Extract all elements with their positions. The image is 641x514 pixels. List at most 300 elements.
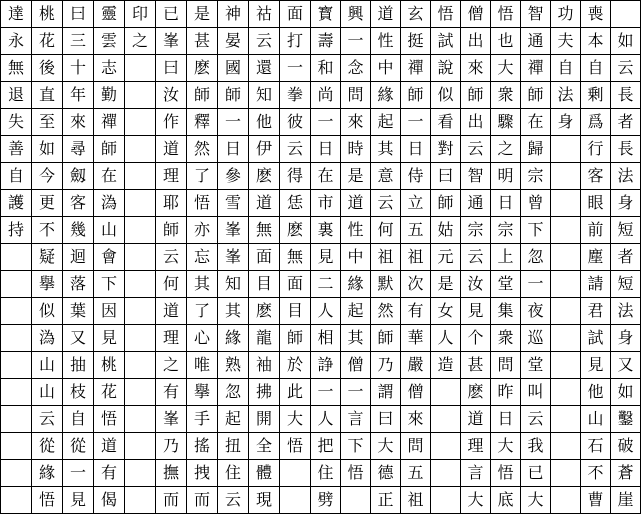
grid-cell: 目 xyxy=(280,298,311,325)
grid-cell: 禪 xyxy=(521,55,551,82)
grid-cell: 搖 xyxy=(187,433,218,460)
grid-cell xyxy=(431,487,461,514)
grid-cell: 三 xyxy=(63,28,94,55)
grid-row xyxy=(1,1,641,28)
grid-cell: 興 xyxy=(341,1,371,28)
grid-cell: 而 xyxy=(156,487,187,514)
grid-cell: 理 xyxy=(461,433,491,460)
grid-cell: 道 xyxy=(156,136,187,163)
grid-cell: 諍 xyxy=(311,352,341,379)
grid-cell: 華 xyxy=(401,325,431,352)
grid-cell: 現 xyxy=(249,487,280,514)
grid-cell: 我 xyxy=(521,433,551,460)
grid-cell: 宗 xyxy=(461,217,491,244)
grid-cell xyxy=(1,271,32,298)
grid-cell: 師 xyxy=(187,82,218,109)
grid-row xyxy=(1,244,641,271)
grid-cell: 法 xyxy=(611,298,641,325)
grid-cell: 下 xyxy=(521,217,551,244)
grid-cell: 緣 xyxy=(32,460,63,487)
grid-cell: 云 xyxy=(156,244,187,271)
grid-cell xyxy=(125,271,156,298)
grid-cell: 亦 xyxy=(187,217,218,244)
grid-cell: 釋 xyxy=(187,109,218,136)
grid-cell: 一 xyxy=(311,379,341,406)
grid-cell: 姑 xyxy=(431,217,461,244)
grid-cell: 師 xyxy=(218,82,249,109)
grid-cell: 云 xyxy=(461,136,491,163)
grid-row xyxy=(1,298,641,325)
grid-cell: 師 xyxy=(401,82,431,109)
grid-cell: 前 xyxy=(581,217,611,244)
grid-cell: 師 xyxy=(461,82,491,109)
grid-cell xyxy=(431,460,461,487)
grid-cell: 壽 xyxy=(311,28,341,55)
grid-cell: 袖 xyxy=(249,352,280,379)
grid-cell: 昨 xyxy=(491,379,521,406)
grid-cell: 試 xyxy=(431,28,461,55)
grid-cell: 於 xyxy=(280,352,311,379)
grid-cell: 大 xyxy=(461,487,491,514)
grid-cell: 道 xyxy=(249,190,280,217)
grid-cell: 堂 xyxy=(491,271,521,298)
grid-cell: 扭 xyxy=(218,433,249,460)
grid-cell xyxy=(431,433,461,460)
grid-cell: 智 xyxy=(461,163,491,190)
grid-cell: 更 xyxy=(32,190,63,217)
grid-cell: 今 xyxy=(32,163,63,190)
grid-cell: 大 xyxy=(371,433,401,460)
grid-cell: 時 xyxy=(341,136,371,163)
grid-cell xyxy=(551,487,581,514)
grid-cell: 人 xyxy=(311,298,341,325)
grid-cell: 一 xyxy=(341,379,371,406)
grid-cell: 參 xyxy=(218,163,249,190)
grid-cell xyxy=(551,244,581,271)
grid-cell: 善 xyxy=(1,136,32,163)
grid-cell: 在 xyxy=(521,109,551,136)
grid-cell: 知 xyxy=(249,82,280,109)
grid-cell: 日 xyxy=(491,190,521,217)
grid-cell: 意 xyxy=(371,163,401,190)
grid-cell: 他 xyxy=(249,109,280,136)
grid-cell: 汝 xyxy=(156,82,187,109)
grid-cell: 無 xyxy=(1,55,32,82)
grid-cell: 麽 xyxy=(249,163,280,190)
grid-cell: 云 xyxy=(218,487,249,514)
grid-cell: 來 xyxy=(63,109,94,136)
grid-cell: 寳 xyxy=(311,1,341,28)
grid-cell xyxy=(551,217,581,244)
grid-cell: 客 xyxy=(581,163,611,190)
grid-cell: 之 xyxy=(491,136,521,163)
grid-cell: 見 xyxy=(311,244,341,271)
grid-cell: 者 xyxy=(611,109,641,136)
grid-cell: 已 xyxy=(156,1,187,28)
grid-cell: 峯 xyxy=(156,28,187,55)
grid-cell: 其 xyxy=(187,271,218,298)
grid-cell: 峯 xyxy=(218,217,249,244)
grid-cell: 侍 xyxy=(401,163,431,190)
grid-cell xyxy=(431,379,461,406)
grid-cell: 大 xyxy=(491,433,521,460)
grid-cell: 悟 xyxy=(280,433,311,460)
grid-cell: 女 xyxy=(431,298,461,325)
grid-cell: 相 xyxy=(311,325,341,352)
grid-cell: 底 xyxy=(491,487,521,514)
grid-cell: 緣 xyxy=(341,271,371,298)
grid-cell xyxy=(551,325,581,352)
grid-cell: 年 xyxy=(63,82,94,109)
grid-cell: 見 xyxy=(461,298,491,325)
grid-cell: 出 xyxy=(461,28,491,55)
grid-cell: 君 xyxy=(581,298,611,325)
grid-cell: 拽 xyxy=(187,460,218,487)
grid-cell: 開 xyxy=(249,406,280,433)
grid-cell: 崖 xyxy=(611,487,641,514)
grid-cell: 無 xyxy=(280,244,311,271)
grid-cell: 葉 xyxy=(63,298,94,325)
grid-cell: 全 xyxy=(249,433,280,460)
grid-cell: 云 xyxy=(280,136,311,163)
grid-cell: 人 xyxy=(311,406,341,433)
grid-cell xyxy=(125,460,156,487)
grid-cell: 道 xyxy=(156,298,187,325)
grid-cell: 有 xyxy=(401,298,431,325)
grid-cell: 自 xyxy=(63,406,94,433)
grid-cell xyxy=(125,109,156,136)
grid-cell: 裏 xyxy=(311,217,341,244)
grid-cell: 曰 xyxy=(156,55,187,82)
grid-cell: 忘 xyxy=(187,244,218,271)
grid-cell: 通 xyxy=(461,190,491,217)
grid-cell: 曰 xyxy=(63,1,94,28)
grid-cell: 是 xyxy=(341,163,371,190)
grid-row xyxy=(1,82,641,109)
grid-row xyxy=(1,190,641,217)
grid-cell: 法 xyxy=(551,82,581,109)
grid-cell: 雲 xyxy=(94,28,125,55)
grid-cell xyxy=(125,379,156,406)
grid-cell xyxy=(280,460,311,487)
grid-cell: 劈 xyxy=(311,487,341,514)
grid-cell: 何 xyxy=(371,217,401,244)
grid-cell: 悟 xyxy=(431,1,461,28)
grid-cell: 護 xyxy=(1,190,32,217)
grid-cell: 彼 xyxy=(280,109,311,136)
grid-cell: 行 xyxy=(581,136,611,163)
grid-row xyxy=(1,460,641,487)
grid-cell: 之 xyxy=(125,28,156,55)
grid-cell: 唯 xyxy=(187,352,218,379)
grid-cell xyxy=(125,136,156,163)
grid-cell: 拳 xyxy=(280,82,311,109)
grid-cell xyxy=(551,136,581,163)
grid-cell: 他 xyxy=(581,379,611,406)
grid-cell: 說 xyxy=(431,55,461,82)
grid-cell: 祜 xyxy=(249,1,280,28)
grid-cell: 之 xyxy=(156,352,187,379)
grid-cell: 手 xyxy=(187,406,218,433)
grid-row xyxy=(1,325,641,352)
grid-cell: 乃 xyxy=(371,352,401,379)
grid-row xyxy=(1,217,641,244)
grid-cell: 嚴 xyxy=(401,352,431,379)
grid-cell: 對 xyxy=(431,136,461,163)
grid-row xyxy=(1,271,641,298)
grid-cell: 擧 xyxy=(32,271,63,298)
grid-cell xyxy=(551,298,581,325)
grid-cell xyxy=(551,406,581,433)
grid-cell: 堂 xyxy=(521,352,551,379)
grid-cell: 疑 xyxy=(32,244,63,271)
grid-cell xyxy=(341,487,371,514)
grid-cell xyxy=(1,460,32,487)
grid-cell: 石 xyxy=(581,433,611,460)
grid-cell: 祖 xyxy=(371,244,401,271)
grid-cell: 驟 xyxy=(491,109,521,136)
grid-cell xyxy=(1,379,32,406)
grid-cell: 立 xyxy=(401,190,431,217)
grid-cell: 如 xyxy=(611,28,641,55)
grid-cell: 溈 xyxy=(32,325,63,352)
grid-cell: 眼 xyxy=(581,190,611,217)
grid-cell: 目 xyxy=(249,271,280,298)
grid-cell: 會 xyxy=(94,244,125,271)
grid-cell: 大 xyxy=(521,487,551,514)
grid-cell: 面 xyxy=(280,1,311,28)
grid-cell: 五 xyxy=(401,217,431,244)
grid-cell: 日 xyxy=(311,136,341,163)
grid-cell: 打 xyxy=(280,28,311,55)
grid-cell: 不 xyxy=(32,217,63,244)
grid-cell: 造 xyxy=(431,352,461,379)
grid-cell: 迴 xyxy=(63,244,94,271)
grid-cell: 尚 xyxy=(311,82,341,109)
grid-cell: 在 xyxy=(94,163,125,190)
grid-cell xyxy=(125,298,156,325)
grid-cell: 來 xyxy=(461,55,491,82)
grid-cell: 理 xyxy=(156,163,187,190)
grid-cell: 師 xyxy=(521,82,551,109)
grid-cell: 禪 xyxy=(94,109,125,136)
grid-cell: 長 xyxy=(611,82,641,109)
grid-cell xyxy=(125,55,156,82)
grid-cell: 師 xyxy=(94,136,125,163)
grid-cell: 起 xyxy=(371,109,401,136)
grid-cell: 失 xyxy=(1,109,32,136)
grid-cell: 落 xyxy=(63,271,94,298)
grid-cell: 祖 xyxy=(401,487,431,514)
grid-cell: 山 xyxy=(94,217,125,244)
grid-row xyxy=(1,109,641,136)
grid-cell: 尋 xyxy=(63,136,94,163)
grid-cell: 曹 xyxy=(581,487,611,514)
grid-cell: 德 xyxy=(371,460,401,487)
grid-cell xyxy=(125,190,156,217)
grid-cell: 請 xyxy=(581,271,611,298)
grid-cell: 山 xyxy=(581,406,611,433)
grid-cell: 似 xyxy=(32,298,63,325)
grid-cell: 忽 xyxy=(521,244,551,271)
grid-cell: 晏 xyxy=(218,28,249,55)
grid-cell: 一 xyxy=(280,55,311,82)
grid-cell: 峯 xyxy=(156,406,187,433)
grid-cell: 僧 xyxy=(401,379,431,406)
grid-cell: 雪 xyxy=(218,190,249,217)
grid-cell: 何 xyxy=(156,271,187,298)
grid-cell: 不 xyxy=(581,460,611,487)
grid-cell: 市 xyxy=(311,190,341,217)
grid-cell: 云 xyxy=(249,28,280,55)
grid-cell: 了 xyxy=(187,298,218,325)
grid-cell xyxy=(1,352,32,379)
grid-cell: 宗 xyxy=(521,163,551,190)
grid-cell: 破 xyxy=(611,433,641,460)
grid-cell: 一 xyxy=(401,109,431,136)
grid-cell: 云 xyxy=(521,406,551,433)
grid-cell: 巡 xyxy=(521,325,551,352)
grid-cell: 大 xyxy=(280,406,311,433)
grid-cell: 作 xyxy=(156,109,187,136)
grid-cell: 曾 xyxy=(521,190,551,217)
grid-cell: 山 xyxy=(32,352,63,379)
grid-cell: 至 xyxy=(32,109,63,136)
grid-cell: 蒼 xyxy=(611,460,641,487)
grid-cell: 悟 xyxy=(187,190,218,217)
grid-cell: 日 xyxy=(218,136,249,163)
grid-cell: 其 xyxy=(341,325,371,352)
grid-cell xyxy=(125,244,156,271)
grid-cell: 智 xyxy=(521,1,551,28)
grid-cell xyxy=(1,244,32,271)
grid-cell: 一 xyxy=(311,109,341,136)
grid-cell: 客 xyxy=(63,190,94,217)
grid-cell: 面 xyxy=(280,271,311,298)
grid-cell: 云 xyxy=(32,406,63,433)
grid-cell: 靈 xyxy=(94,1,125,28)
grid-cell: 溈 xyxy=(94,190,125,217)
grid-cell: 面 xyxy=(249,244,280,271)
grid-cell: 其 xyxy=(218,298,249,325)
grid-cell: 叫 xyxy=(521,379,551,406)
grid-cell: 个 xyxy=(461,325,491,352)
grid-cell: 爲 xyxy=(581,109,611,136)
grid-cell: 住 xyxy=(311,460,341,487)
grid-cell xyxy=(1,298,32,325)
grid-cell: 花 xyxy=(32,28,63,55)
grid-cell: 中 xyxy=(341,244,371,271)
grid-cell xyxy=(125,406,156,433)
grid-cell: 問 xyxy=(491,352,521,379)
grid-cell: 熟 xyxy=(218,352,249,379)
grid-cell: 問 xyxy=(341,82,371,109)
grid-cell: 枝 xyxy=(63,379,94,406)
grid-cell: 和 xyxy=(311,55,341,82)
grid-cell: 日 xyxy=(491,406,521,433)
grid-cell: 退 xyxy=(1,82,32,109)
grid-cell: 汝 xyxy=(461,271,491,298)
grid-cell: 後 xyxy=(32,55,63,82)
grid-cell: 勤 xyxy=(94,82,125,109)
grid-cell: 師 xyxy=(156,217,187,244)
grid-cell: 住 xyxy=(218,460,249,487)
grid-cell: 自 xyxy=(551,55,581,82)
grid-cell: 印 xyxy=(125,1,156,28)
grid-cell: 夫 xyxy=(551,28,581,55)
grid-cell: 忽 xyxy=(218,379,249,406)
grid-cell xyxy=(551,163,581,190)
grid-cell: 龍 xyxy=(249,325,280,352)
grid-cell: 見 xyxy=(94,325,125,352)
grid-cell: 此 xyxy=(280,379,311,406)
grid-row xyxy=(1,433,641,460)
grid-cell: 花 xyxy=(94,379,125,406)
grid-cell: 法 xyxy=(611,163,641,190)
grid-cell: 短 xyxy=(611,271,641,298)
grid-cell: 師 xyxy=(280,325,311,352)
grid-cell: 起 xyxy=(218,406,249,433)
grid-cell: 衆 xyxy=(491,325,521,352)
grid-cell xyxy=(125,433,156,460)
grid-cell: 幾 xyxy=(63,217,94,244)
grid-cell: 中 xyxy=(371,55,401,82)
grid-cell: 身 xyxy=(611,325,641,352)
grid-cell: 身 xyxy=(551,109,581,136)
grid-cell xyxy=(431,406,461,433)
grid-cell: 如 xyxy=(611,379,641,406)
grid-cell: 是 xyxy=(431,271,461,298)
grid-cell: 玄 xyxy=(401,1,431,28)
grid-cell: 甚 xyxy=(187,28,218,55)
grid-row xyxy=(1,352,641,379)
grid-row xyxy=(1,406,641,433)
grid-cell: 下 xyxy=(94,271,125,298)
grid-cell xyxy=(1,325,32,352)
grid-cell: 一 xyxy=(63,460,94,487)
grid-cell: 從 xyxy=(32,433,63,460)
grid-cell: 夜 xyxy=(521,298,551,325)
grid-cell: 而 xyxy=(187,487,218,514)
grid-cell: 國 xyxy=(218,55,249,82)
grid-cell: 神 xyxy=(218,1,249,28)
grid-cell: 師 xyxy=(431,190,461,217)
grid-cell: 功 xyxy=(551,1,581,28)
grid-cell: 自 xyxy=(1,163,32,190)
grid-cell: 日 xyxy=(401,136,431,163)
grid-cell: 緣 xyxy=(218,325,249,352)
grid-cell: 塵 xyxy=(581,244,611,271)
grid-cell: 云 xyxy=(611,55,641,82)
grid-cell: 在 xyxy=(311,163,341,190)
grid-cell: 峯 xyxy=(218,244,249,271)
grid-cell: 剰 xyxy=(581,82,611,109)
grid-cell: 起 xyxy=(341,298,371,325)
grid-cell: 人 xyxy=(431,325,461,352)
grid-cell: 歸 xyxy=(521,136,551,163)
grid-cell: 撫 xyxy=(156,460,187,487)
grid-cell: 理 xyxy=(156,325,187,352)
grid-row xyxy=(1,136,641,163)
grid-cell: 自 xyxy=(581,55,611,82)
grid-cell: 又 xyxy=(611,352,641,379)
grid-cell: 麽 xyxy=(187,55,218,82)
grid-cell: 正 xyxy=(371,487,401,514)
grid-cell: 通 xyxy=(521,28,551,55)
grid-cell: 云 xyxy=(371,190,401,217)
grid-cell: 直 xyxy=(32,82,63,109)
grid-cell: 來 xyxy=(341,109,371,136)
